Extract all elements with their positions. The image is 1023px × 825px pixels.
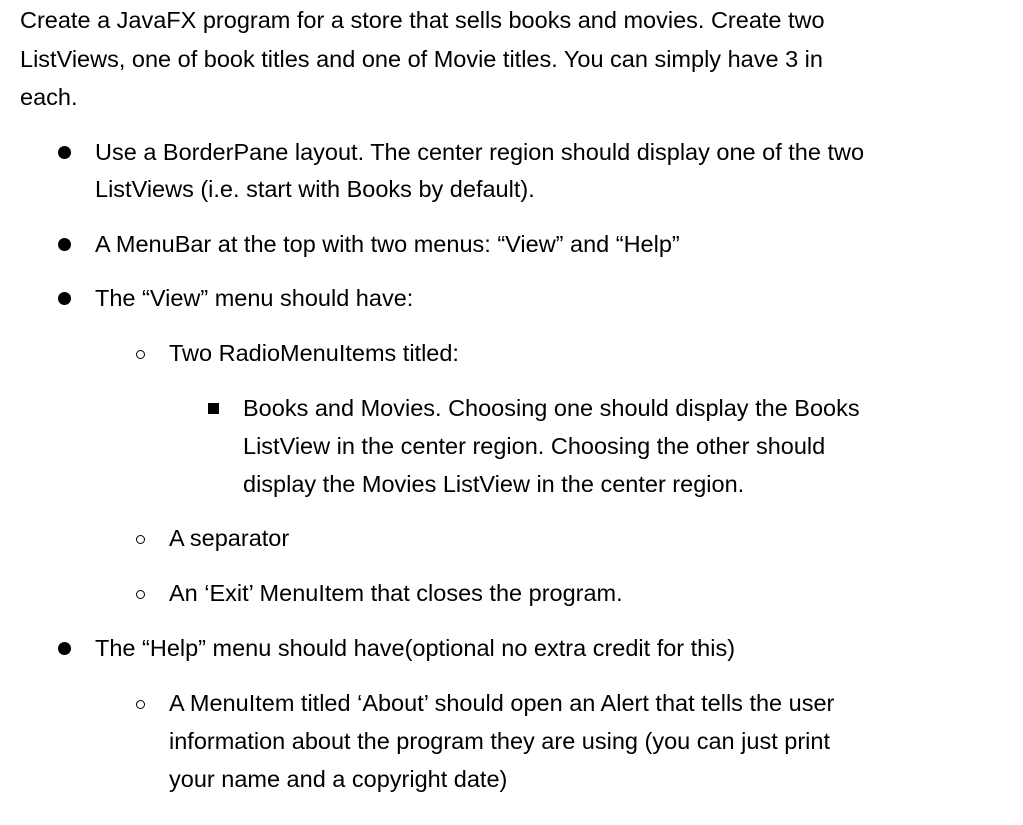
radio-items-line-1: Two RadioMenuItems titled: — [169, 340, 459, 366]
about-line-3: your name and a copyright date) — [169, 766, 508, 792]
view-menu-line-1: The “View” menu should have: — [95, 285, 414, 311]
separator-line-1: A separator — [169, 525, 290, 551]
about-line-2: information about the program they are using (you can just print — [169, 728, 830, 754]
circle-bullet-icon — [136, 535, 145, 544]
circle-bullet-icon — [136, 590, 145, 599]
books-movies-line-1: Books and Movies. Choosing one should display the Books — [243, 395, 860, 421]
intro-line-3: each. — [20, 84, 78, 110]
circle-bullet-icon — [136, 700, 145, 709]
about-line-1: A MenuItem titled ‘About’ should open an Alert that tells the user — [169, 690, 835, 716]
intro-line-1: Create a JavaFX program for a store that sells books and movies. Create two — [20, 7, 825, 33]
intro-line-2: ListViews, one of book titles and one of Movie titles. You can simply have 3 in — [20, 46, 823, 72]
books-movies-line-2: ListView in the center region. Choosing the other should — [243, 433, 826, 459]
disc-bullet-icon — [58, 292, 71, 305]
help-menu-line-1: The “Help” menu should have(optional no extra credit for this) — [95, 635, 736, 661]
disc-bullet-icon — [58, 146, 71, 159]
disc-bullet-icon — [58, 642, 71, 655]
disc-bullet-icon — [58, 238, 71, 251]
borderpane-line-1: Use a BorderPane layout. The center region should display one of the two — [95, 139, 865, 165]
borderpane-line-2: ListViews (i.e. start with Books by default). — [95, 176, 535, 202]
books-movies-line-3: display the Movies ListView in the center region. — [243, 471, 745, 497]
menubar-line-1: A MenuBar at the top with two menus: “View” and “Help” — [95, 231, 680, 257]
circle-bullet-icon — [136, 350, 145, 359]
exit-line-1: An ‘Exit’ MenuItem that closes the program. — [169, 580, 623, 606]
square-bullet-icon — [208, 403, 219, 414]
